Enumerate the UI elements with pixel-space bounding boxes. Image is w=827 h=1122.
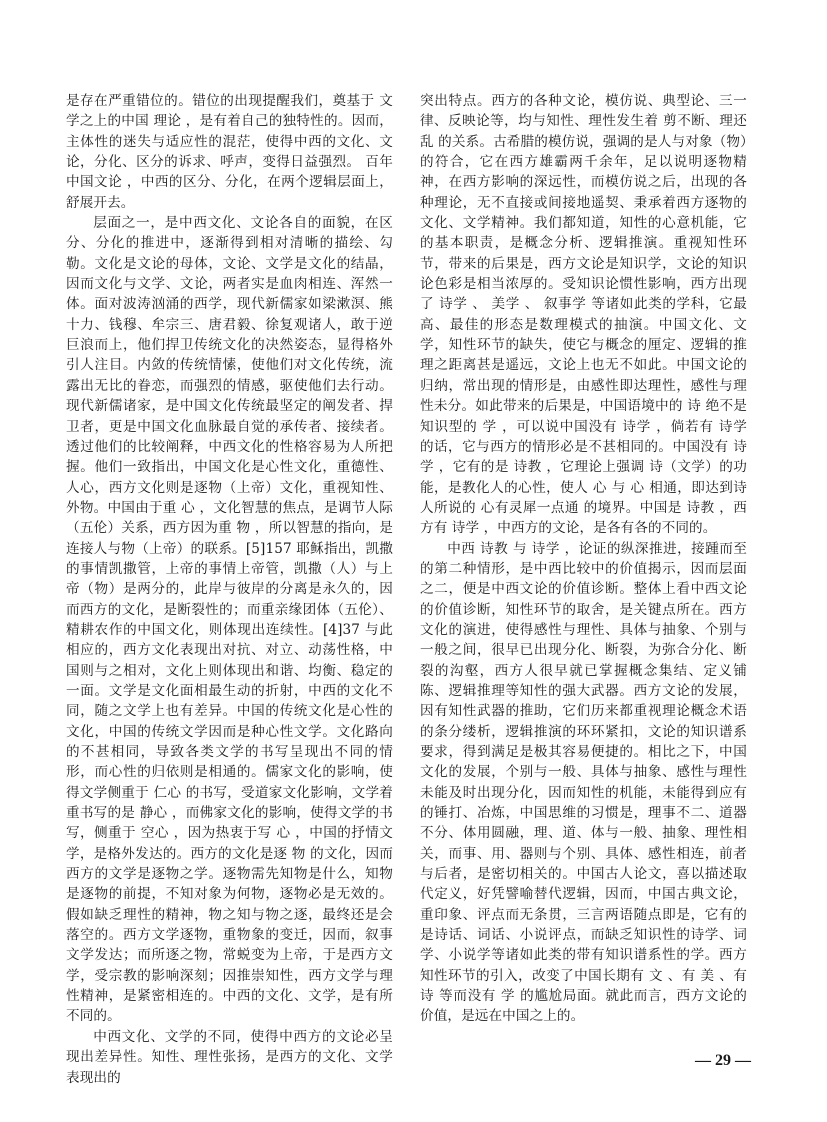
paragraph: 层面之一，是中西文化、文论各自的面貌，在区分、分化的推进中，逐渐得到相对清晰的描绘、勾勒。文化是文论的母体，文论、文学是文化的结晶，因而文化与文学、文论，两者实是血肉相连、浑然一体。面对波涛汹涌的西学，现代新儒家如梁漱溟、熊十力、钱穆、牟宗三、唐君毅、徐复观诸人，敢于逆巨浪而上，他们捍卫传统文化的决然姿态，显得格外引人注目。内敛的传统情愫，使他们对文化传统，流露出无比的眷恋，而强烈的情感，驱使他们去行动。现代新儒诸家，是中国文化传统最坚定的阐发者、捍卫者，更是中国文化血脉最自觉的承传者、接续者。透过他们的比较阐释，中西文化的性格容易为人所把握。他们一致指出，中国文化是心性文化，重德性、人心，西方文化则是逐物（上帝）文化，重视知性、外物。中国由于重 心 ，文化智慧的焦点，是调节人际（五伦）关系，西方因为重 物 ，所以智慧的指向，是连接人与物（上帝）的联系。[5]157 耶稣指出，凯撒的事情凯撒管，上帝的事情上帝管，凯撒（人）与上帝（物）是两分的，此岸与彼岸的分离是永久的，因而西方的文化，是断裂性的；而重亲缘团体（五伦）、精耕农作的中国文化，则体现出连续性。[4]37 与此相应的，西方文化表现出对抗、对立、动荡性格，中国则与之相对，文化上则体现出和谐、均衡、稳定的一面。文学是文化面相最生动的折射，中西的文化不同，随之文学上也有差异。中国的传统文化是心性的文化，中国的传统文学因而是种心性文学。文化路向的不甚相同，导致各类文学的书写呈现出不同的情形，而心性的归依则是相通的。儒家文化的影响，使得文学侧重于 仁心 的书写，受道家文化影响，文学着重书写的是 静心 ，而佛家文化的影响，使得文学的书写，侧重于 空心 ，因为热衷于写 心 ，中国的抒情文学，是格外发达的。西方的文化是逐 物 的文化，因而西方的文学是逐物之学。逐物需先知物是什么，知物是逐物的前提，不知对象为何物，逐物必是无效的。假如缺乏理性的精神，物之知与物之逐，最终还是会落空的。西方文学逐物，重物象的变迁，因而，叙事文学发达；而所逐之物，常蜕变为上帝，于是西方文学，受宗教的影响深刻；因推崇知性，西方文学与理性精神，是紧密相连的。中西的文化、文学，是有所不同的。 [66,215,393,1025]
paragraph-continuation: 突出特点。西方的各种文论，模仿说、典型论、三一律、反映论等，均与知性、理性发生着 剪不断、理还乱 的关系。古希腊的模仿说，强调的是人与对象（物）的符合，它在西方雄霸两千余年，足以说明逐物精神，在西方影响的深远性，而模仿说之后，出现的各种理论，无不直接或间接地遥契、秉承着西方逐物的文化、文学精神。我们都知道，知性的心意机能，它的基本职责，是概念分析、逻辑推演。重视知性环节，带来的后果是，西方文论是知识学，文论的知识论色彩是相当浓厚的。受知识论惯性影响，西方出现了 诗学 、 美学 、 叙事学 等诸如此类的学科，它最高、最佳的形态是数理模式的抽演。中国文化、文学，知性环节的缺失，使它与概念的厘定、逻辑的推理之距离甚是遥远，文论上也无不如此。中国文论的归纳，常出现的情形是，由感性即达理性，感性与理性未分。如此带来的后果是，中国语境中的 诗 绝不是知识型的 学 ，可以说中国没有 诗学 ，倘若有 诗学 的话，它与西方的情形必是不甚相同的。中国没有 诗学 ，它有的是 诗教 ，它理论上强调 诗（文学）的功能，是教化人的心性，使人 心 与 心 相通，即达到诗人所说的 心有灵犀一点通 的境界。中国是 诗教 ，西方有 诗学 ，中西方的文论，是各有各的不同的。 [420,93,747,537]
paragraph: 中西 诗教 与 诗学 ，论证的纵深推进，接踵而至的第二种情形，是中西比较中的价值揭示，因而层面之二，便是中西文论的价值诊断。整体上看中西文论的价值诊断，知性环节的取舍，是关键点所在。西方文化的演进，使得感性与理性、具体与抽象、个别与一般之间，很早已出现分化、断裂，为弥合分化、断裂的沟壑，西方人很早就已掌握概念集结、定义铺陈、逻辑推理等知性的强大武器。西方文论的发展，因有知性武器的推助，它们历来都重视理论概念术语的条分缕析，逻辑推演的环环紧扣，文论的知识谱系要求，得到满足是极其容易便捷的。相比之下，中国文化的发展，个别与一般、具体与抽象、感性与理性未能及时出现分化，因而知性的机能，未能得到应有的锤打、冶炼，中国思维的习惯是，理事不二、道器不分、体用圆融，理、道、体与一般、抽象、理性相关，而事、用、器则与个别、具体、感性相连，前者与后者，是密切相关的。中国古人论文，喜以描述取代定义，好凭譬喻替代逻辑，因而，中国古典文论，重印象、评点而无条贯，三言两语随点即是，它有的是诗话、词话、小说评点，而缺乏知识性的诗学、词学、小说学等诸如此类的带有知识谱系性的学。西方知性环节的引入，改变了中国长期有 文 、有 美 、有 诗 等而没有 学 的尴尬局面。就此而言，西方文论的价值，是远在中国之上的。 [420,540,747,1025]
left-column [66,91,393,1088]
page-number: — 29 — [695,1052,751,1069]
right-column [420,91,747,1027]
paragraph-continuation: 是存在严重错位的。错位的出现提醒我们，奠基于 文学之上的中国 理论 ，是有着自己的独特性的。因而，主体性的迷失与适应性的混茫，使得中西的文化、文论，分化、区分的诉求、呼声，变得日益强烈。 百年中国文论 ，中西的区分、分化，在两个逻辑层面上，舒展开去。 [66,93,393,211]
paragraph: 中西文化、文学的不同，使得中西方的文论必呈现出差异性。知性、理性张扬，是西方的文化、文学表现出的 [66,1028,393,1086]
